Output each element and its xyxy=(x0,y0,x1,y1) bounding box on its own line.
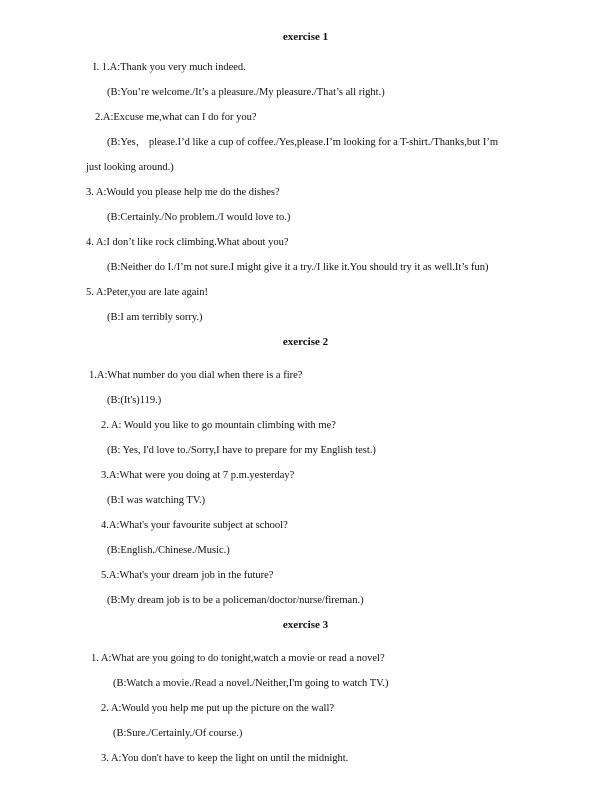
ex1-item-4-answer: (B:Neither do I./I’m not sure.I might give it a try./I like it.You should try it as well.It’s fun) xyxy=(107,262,489,273)
ex1-item-5-answer: (B:I am terribly sorry.) xyxy=(107,312,203,323)
ex1-item-5-question: 5. A:Peter,you are late again! xyxy=(86,287,209,298)
ex2-item-5-question: 5.A:What's your dream job in the future? xyxy=(101,570,274,581)
ex2-item-2-question: 2. A: Would you like to go mountain climbing with me? xyxy=(101,420,336,431)
ex1-item-1-answer: (B:You’re welcome./It’s a pleasure./My pleasure./That’s all right.) xyxy=(107,87,385,98)
ex3-item-2-answer: (B:Sure./Certainly./Of course.) xyxy=(113,728,243,739)
exercise-3-heading: exercise 3 xyxy=(282,619,329,631)
ex2-item-3-question: 3.A:What were you doing at 7 p.m.yesterday? xyxy=(101,470,295,481)
ex1-item-2-answer-cont: just looking around.) xyxy=(86,162,174,173)
exercise-1-heading: exercise 1 xyxy=(282,31,329,43)
ex2-item-5-answer: (B:My dream job is to be a policeman/doctor/nurse/fireman.) xyxy=(107,595,364,606)
ex3-item-1-question: 1. A:What are you going to do tonight,watch a movie or read a novel? xyxy=(91,653,385,664)
ex2-item-4-question: 4.A:What's your favourite subject at school? xyxy=(101,520,288,531)
ex3-item-3-question: 3. A:You don't have to keep the light on until the midnight. xyxy=(101,753,349,764)
ex2-item-3-answer: (B:I was watching TV.) xyxy=(107,495,206,506)
ex2-item-2-answer: (B: Yes, I'd love to./Sorry,I have to prepare for my English test.) xyxy=(107,445,376,456)
ex1-item-4-question: 4. A:I don’t like rock climbing.What about you? xyxy=(86,237,289,248)
ex1-item-1-question: I. 1.A:Thank you very much indeed. xyxy=(93,62,246,73)
ex1-item-3-answer: (B:Certainly./No problem./I would love to.) xyxy=(107,212,291,223)
ex1-item-2-question: 2.A:Excuse me,what can I do for you? xyxy=(95,112,257,123)
exercise-2-heading: exercise 2 xyxy=(282,336,329,348)
ex2-item-1-answer: (B:(It's)119.) xyxy=(107,395,162,406)
ex3-item-1-answer: (B:Watch a movie./Read a novel./Neither,I'm going to watch TV.) xyxy=(113,678,389,689)
ex2-item-4-answer: (B:English./Chinese./Music.) xyxy=(107,545,230,556)
ex1-item-2-answer: (B:Yes， please.I’d like a cup of coffee./Yes,please.I’m looking for a T-shirt./Thanks,but I’m xyxy=(107,137,499,148)
ex1-item-3-question: 3. A:Would you please help me do the dishes? xyxy=(86,187,280,198)
ex3-item-2-question: 2. A:Would you help me put up the picture on the wall? xyxy=(101,703,335,714)
ex2-item-1-question: 1.A:What number do you dial when there is a fire? xyxy=(89,370,303,381)
